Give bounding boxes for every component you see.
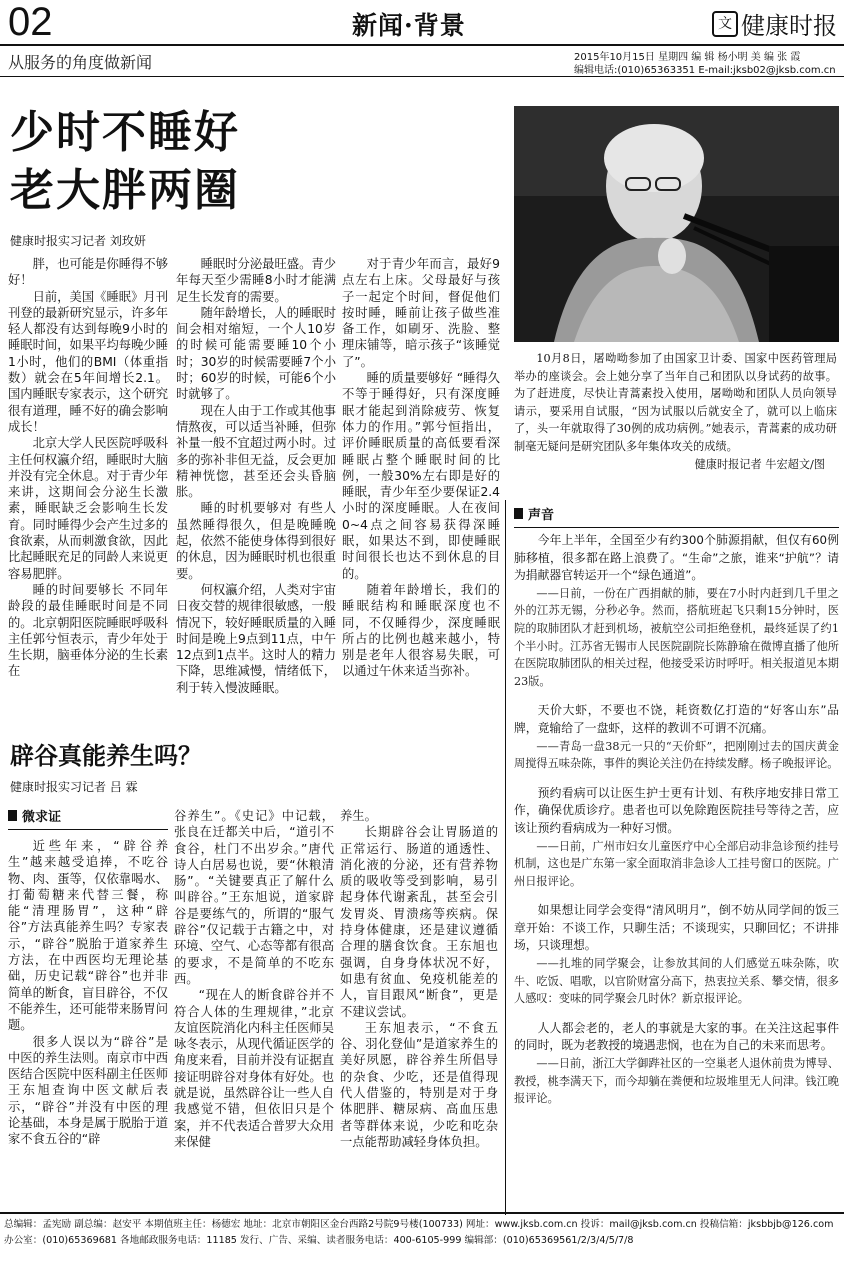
paragraph: 随年龄增长，人的睡眠时间会相对缩短，一个人10岁的时候可能需要睡10个小时；30岁的时候需要睡7个小时；60岁的时候，可能6个小时就够了。 xyxy=(176,305,336,402)
voice-item-text: 人人都会老的，老人的事就是大家的事。在关注这起事件的同时，既为老教授的境遇悲悯，也在为自己的未来而思考。 xyxy=(514,1020,839,1053)
article1-col1 xyxy=(8,256,168,680)
paragraph: 随着年龄增长，我们的睡眠结构和睡眠深度也不同，不仅睡得少，深度睡眠所占的比例也越来越小，特别是老年人很容易失眠，可以通过午休来适当弥补。 xyxy=(342,582,500,679)
footer-line-1: 总编辑：孟宪励 副总编：赵安平 本期值班主任：杨德宏 地址：北京市朝阳区金台西路2号院9号楼(100733) 网址：www.jksb.com.cn 投诉：mail@jksb.com.cn 投稿信箱：jksbbjb@126.com xyxy=(4,1219,834,1230)
voice-rule xyxy=(514,527,839,528)
article1-byline: 健康时报实习记者 刘玫妍 xyxy=(10,234,146,248)
page-number: 02 xyxy=(8,0,53,44)
square-bullet-icon xyxy=(514,508,523,519)
paragraph: 睡的时间要够长 不同年龄段的最佳睡眠时间是不同的。北京朝阳医院睡眠呼吸科主任郭兮恒表示，青少年处于生长期，脑垂体分泌的生长素在 xyxy=(8,582,168,679)
article2-col1 xyxy=(8,838,168,1148)
voice-item-text: 天价大虾，不要也不饶，耗资数亿打造的“好客山东”品牌，竟输给了一盘虾，这样的教训不可谓不沉痛。 xyxy=(514,703,839,735)
paragraph: 睡眠时分泌最旺盛。青少年每天至少需睡8小时才能满足生长发育的需要。 xyxy=(176,257,336,304)
header-rule xyxy=(0,44,844,46)
masthead-logo xyxy=(712,6,837,41)
article1-headline xyxy=(10,104,240,220)
footer-rule xyxy=(0,1212,844,1214)
article2-col3 xyxy=(340,808,498,1150)
paragraph: 近些年来，“辟谷养生”越来越受追捧，不吃谷物、肉、蛋等，仅依靠喝水、打葡萄糖来代替三餐，称能“清理肠胃”，这种“辟谷”方法真能养生吗？专家表示，“辟谷”脱胎于道家养生方法，在中西医均无理论基础，历史记载“辟谷”也并非简单的断食，盲目辟谷，不仅不能养生，还可能带来肠胃问题。 xyxy=(8,839,168,1033)
article1-col2 xyxy=(176,256,336,696)
paragraph: 养生。 xyxy=(340,809,377,823)
article2-byline: 健康时报实习记者 吕 霖 xyxy=(10,780,138,794)
voice-label xyxy=(514,504,839,523)
voice-item-text: 如果想让同学会变得“清风明月”，倒不妨从同学间的饭三章开始：不谈工作，只聊生活；不谈现实，只聊回忆；不讲排场，只谈理想。 xyxy=(514,903,839,953)
article2-section-header xyxy=(8,806,168,830)
paragraph: 日前，美国《睡眠》月刊刊登的最新研究显示，许多年轻人都没有达到每晚9小时的睡眠时间，如果平均每晚少睡1小时，他们的BMI（体重指数）就会在5年间增长2.1。国内睡眠专家表示，这个研究很有道理，睡不好的确会影响成长！ xyxy=(8,289,168,434)
voice-section-header xyxy=(514,504,839,528)
headline-line: 少时不睡好 xyxy=(10,107,240,158)
voice-item-text: 今年上半年，全国至少有约300个肺源捐献，但仅有60例肺移植，很多都在路上浪费了。“生命”之旅，谁来“护航”？请为捐献器官转运开一个“绿色通道”。 xyxy=(514,533,839,583)
header-rule-thin xyxy=(0,76,844,77)
paragraph: 何权瀛介绍，人类对宇宙日夜交替的规律很敏感，一般情况下，较好睡眠质量的入睡时间是晚上9点到11点，中午12点到1点半。这时人的精力下降，思维减慢，情绪低下，利于转入慢波睡眠。 xyxy=(176,582,336,695)
masthead-seal: 文 xyxy=(712,11,738,37)
contact-line: 编辑电话:(010)65363351 E-mail:jksb02@jksb.com.cn xyxy=(574,65,836,76)
voice-label-text: 声音 xyxy=(528,508,555,523)
voice-section xyxy=(514,532,839,1108)
paragraph: 王东旭表示，“不食五谷、羽化登仙”是道家养生的美好夙愿，辟谷养生所倡导的杂食、少吃，还是值得现代人借鉴的，特别是对于身体肥胖、糖尿病、高血压患者等群体来说，少吃和吃杂一点能帮助减轻身体负担。 xyxy=(340,1020,498,1149)
caption-credit: 健康时报记者 牛宏超文/图 xyxy=(694,457,825,471)
article2-label xyxy=(8,806,168,825)
voice-item-quote: ——日前，广州市妇女儿童医疗中心全部启动非急诊预约挂号机制，这也是广东第一家全面取消非急诊人工挂号窗口的医院。广州日报评论。 xyxy=(514,839,839,888)
photo-caption xyxy=(514,350,837,473)
paragraph: 胖，也可能是你睡得不够好！ xyxy=(8,257,168,288)
article2-rule xyxy=(8,829,168,830)
column-divider xyxy=(505,500,506,1215)
issue-line: 2015年10月15日 星期四 编 辑 杨小明 美 编 张 霞 xyxy=(574,52,801,63)
paragraph: 谷养生”。《史记》中记载，张良在迁都关中后，“道引不食谷，杜门不出岁余。”唐代诗人白居易也说，要“休粮清肠”。“关键要真正了解什么叫辟谷。”王东旭说，道家辟谷是要练气的，所谓的“服气辟谷”仅记载于古籍之中，对环境、空气、心态等都有很高的要求，不是简单的不吃东西。 xyxy=(174,809,334,986)
article2-label-text: 微求证 xyxy=(22,810,62,825)
voice-item-quote: ——日前，一份在广西捐献的肺，要在7小时内赶到几千里之外的江苏无锡，分秒必争。然而，搭航班起飞只剩15分钟时，医院的取肺团队才赶到机场，被航空公司拒绝登机，最终延误了约1个半小时。江苏省无锡市人民医院副院长陈静瑜在微博直播了他所在医院取肺团队的相关过程，他接受采访时呼吁。相关报道见本期23版。 xyxy=(514,586,839,688)
paragraph: 睡的质量要够好 “睡得久不等于睡得好，只有深度睡眠才能起到消除疲劳、恢复体力的作用。”郭兮恒指出，评价睡眠质量的高低要看深睡眠占整个睡眠时间的比例，一般30%左右即是好的睡眠，青少年至少要保证2.4小时的深度睡眠。人在夜间0~4点之间容易获得深睡眠，如果达不到，即使睡眠时间很长也达不到休息的目的。 xyxy=(342,371,500,581)
paragraph: 对于青少年而言，最好9点左右上床。父母最好与孩子一起定个时间，督促他们按时睡，睡前让孩子做些准备工作，如刷牙、洗脸、整理床铺等，暗示孩子“该睡觉了”。 xyxy=(342,257,500,369)
photo-illustration xyxy=(514,106,839,342)
paragraph: “现在人的断食辟谷并不符合人体的生理规律，”北京友谊医院消化内科主任医师吴咏冬表示，从现代循证医学的角度来看，目前并没有证据直接证明辟谷对身体有好处。也就是说，虽然辟谷让一些人自我感觉不错，但依旧只是个案，并不代表适合普罗大众用来保健 xyxy=(174,988,334,1149)
paragraph: 睡的时机要够对 有些人虽然睡得很久，但是晚睡晚起，依然不能使身体得到很好的休息，因为睡眠时机也很重要。 xyxy=(176,501,336,581)
paragraph: 现在人由于工作或其他事情熬夜，可以适当补睡，但弥补量一般不宜超过两小时。过多的弥补非但无益，反会更加精神恍惚，甚至还会头昏脑胀。 xyxy=(176,403,336,500)
square-bullet-icon xyxy=(8,810,17,821)
caption-text: 10月8日，屠呦呦参加了由国家卫计委、国家中医药管理局举办的座谈会。会上她分享了当年自己和团队以身试药的故事。为了赶进度，尽快让青蒿素投入使用，屠呦呦和团队人员向领导请示，要采用自试服，“因为试服以后就安全了，就可以上临床了，头一年就取得了30例的成功病例。”她表示，青蒿素的成功研制毫无疑问是研究团队多年集体攻关的成绩。 xyxy=(514,352,837,453)
voice-item-quote: ——青岛一盘38元一只的“天价虾”，把刚刚过去的国庆黄金周搅得五味杂陈，事件的舆论关注仍在持续发酵。杨子晚报评论。 xyxy=(514,739,839,771)
voice-item-quote: ——扎堆的同学聚会，让参放其间的人们感觉五味杂陈，吹牛、吃饭、唱歌，以官阶财富分高下，热衷拉关系、攀交情，很多人感叹：变味的同学聚会几时休？新京报评论。 xyxy=(514,957,839,1006)
slogan: 从服务的角度做新闻 xyxy=(8,53,153,72)
paragraph: 长期辟谷会让胃肠道的正常运行、肠道的通透性、消化液的分泌，还有营养物质的吸收等受到影响，易引起身体代谢紊乱，甚至会引发胃炎、胃溃疡等疾病。保持身体健康，还是建议遵循合理的膳食饮食。王东旭也强调，自身身体状况不好，如患有贫血、免疫机能差的人，盲目跟风“断食”，更是不建议尝试。 xyxy=(340,825,498,1019)
voice-item-quote: ——日前，浙江大学御跸社区的一空巢老人退休前贵为博导、教授，桃李满天下，而今却躺在粪便和垃圾堆里无人问津。钱江晚报评论。 xyxy=(514,1057,839,1106)
masthead-text: 健康时报 xyxy=(741,12,837,40)
voice-item-text: 预约看病可以让医生护士更有计划、有秩序地安排日常工作，确保优质诊疗。患者也可以免除跑医院挂号等待之苦，应该让预约看病成为一种好习惯。 xyxy=(514,785,839,835)
section-title: 新闻·背景 xyxy=(352,11,466,40)
headline-line: 老大胖两圈 xyxy=(10,165,240,216)
paragraph: 很多人误以为“辟谷”是中医的养生法则。南京市中西医结合医院中医科副主任医师王东旭查询中医文献后表示，“辟谷”并没有中医的理论基础，本身是属于脱胎于道家不食五谷的“辟 xyxy=(8,1034,168,1147)
article2-col2 xyxy=(174,808,334,1150)
paragraph: 北京大学人民医院呼吸科主任何权瀛介绍，睡眠时大脑并没有完全休息。对于青少年来讲，这期间会分泌生长激素，睡眠缺乏会影响生长发育。同时睡得少会产生过多的食欲素，从而刺激食欲，因此比起睡眠充足的同龄人来说更容易肥胖。 xyxy=(8,436,168,581)
footer-line-2: 办公室：(010)65369681 各地邮政服务电话：11185 发行、广告、采编、读者服务电话：400-6105-999 编辑部：(010)65369561/2/3/4/5/7/8 xyxy=(4,1235,634,1246)
article1-col3 xyxy=(342,256,500,680)
news-photo xyxy=(514,106,839,342)
article2-headline: 辟谷真能养生吗？ xyxy=(10,741,202,770)
